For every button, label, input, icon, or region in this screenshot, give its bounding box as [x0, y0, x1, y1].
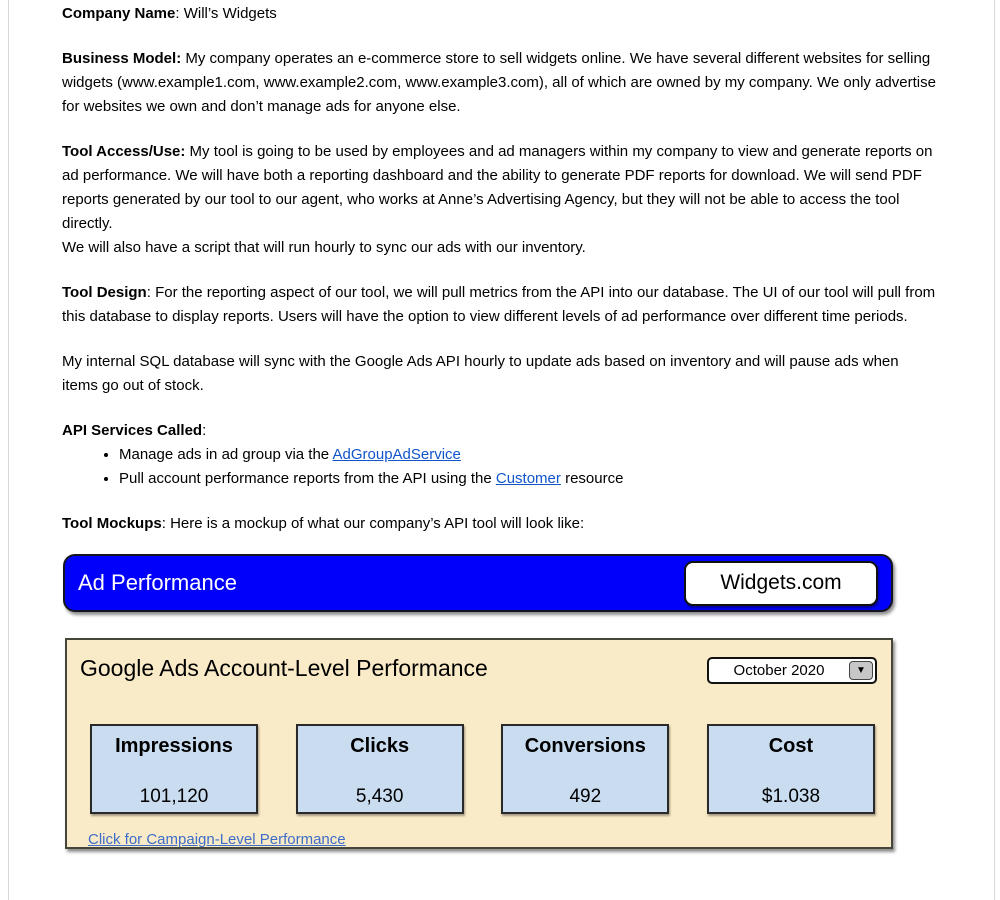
tool-access-label: Tool Access/Use: [62, 143, 186, 160]
tool-access-text: My tool is going to be used by employees and ad managers within my company to view and generate reports on ad performance. We will have both a reporting dashboard and the ability to generate PDF reports for download. We will send PDF reports generated by our tool to our agent, who works at Anne’s Advertising Agency, but they will not be able to access the tool directly. [62, 143, 933, 232]
bullet2-text: Pull account performance reports from the API using the [119, 470, 496, 487]
metric-label: Clicks [350, 735, 410, 757]
tool-design-label: Tool Design [62, 284, 147, 301]
business-model-label: Business Model: [62, 50, 182, 67]
metric-value: 492 [569, 786, 602, 807]
site-button[interactable]: Widgets.com [684, 561, 878, 606]
metric-cards-row [90, 724, 875, 814]
business-model-paragraph [62, 47, 938, 119]
sql-sync-paragraph: My internal SQL database will sync with the Google Ads API hourly to update ads based on inventory and will pause ads when items go out of stock. [62, 353, 899, 394]
tool-design-paragraph [62, 281, 938, 329]
page-edge-left [8, 0, 9, 900]
company-name-value: : Will’s Widgets [175, 5, 277, 22]
metric-label: Impressions [115, 735, 233, 757]
metric-value: 101,120 [139, 786, 209, 807]
tool-access-paragraph [62, 140, 938, 260]
company-name-label: Company Name [62, 5, 176, 22]
adgroupadservice-link[interactable]: AdGroupAdService [332, 446, 461, 463]
metric-card-cost [707, 724, 875, 814]
campaign-level-link[interactable]: Click for Campaign-Level Performance [88, 831, 346, 848]
tool-mockups-label: Tool Mockups [62, 515, 162, 532]
date-dropdown-value: October 2020 [733, 662, 825, 679]
date-dropdown[interactable] [707, 657, 877, 684]
bullet1-text: Manage ads in ad group via the [119, 446, 333, 463]
bullet2-post: resource [560, 470, 624, 487]
chevron-down-icon[interactable]: ▼ [849, 661, 873, 680]
api-services-list [62, 443, 938, 491]
company-name-paragraph [62, 2, 938, 26]
tool-access-text2: We will also have a script that will run hourly to sync our ads with our inventory. [62, 239, 586, 256]
metric-label: Cost [768, 735, 814, 757]
customer-link[interactable]: Customer [495, 470, 561, 487]
mockup-title: Ad Performance [78, 570, 237, 595]
metric-value: $1.038 [761, 786, 821, 807]
business-model-text: My company operates an e-commerce store to sell widgets online. We have several different websites for selling widgets (www.example1.com, www.example2.com, www.example3.com), all of which are owned by my company. We only advertise for websites we own and don’t manage ads for anyone else. [62, 50, 936, 115]
list-item [119, 467, 938, 491]
panel-header [80, 655, 877, 684]
mockup-header-bar [63, 554, 893, 612]
api-services-colon: : [202, 422, 207, 439]
panel-title: Google Ads Account-Level Performance [80, 655, 488, 681]
account-performance-panel [65, 638, 893, 849]
tool-design-text: : For the reporting aspect of our tool, we will pull metrics from the API into our database. The UI of our tool will pull from this database to display reports. Users will have the option to view different levels of ad performance over different time periods. [62, 284, 936, 325]
metric-card-impressions [90, 724, 258, 814]
metric-card-conversions [501, 724, 669, 814]
metric-card-clicks [296, 724, 464, 814]
tool-mockups-text: : Here is a mockup of what our company’s API tool will look like: [161, 515, 585, 532]
metric-label: Conversions [524, 735, 646, 757]
document-body [62, 2, 938, 849]
api-services-heading [62, 419, 938, 443]
tool-mockups-paragraph [62, 512, 938, 536]
api-services-label: API Services Called [62, 422, 203, 439]
metric-value: 5,430 [355, 786, 404, 807]
page-edge-right [994, 0, 995, 900]
list-item [119, 443, 938, 467]
